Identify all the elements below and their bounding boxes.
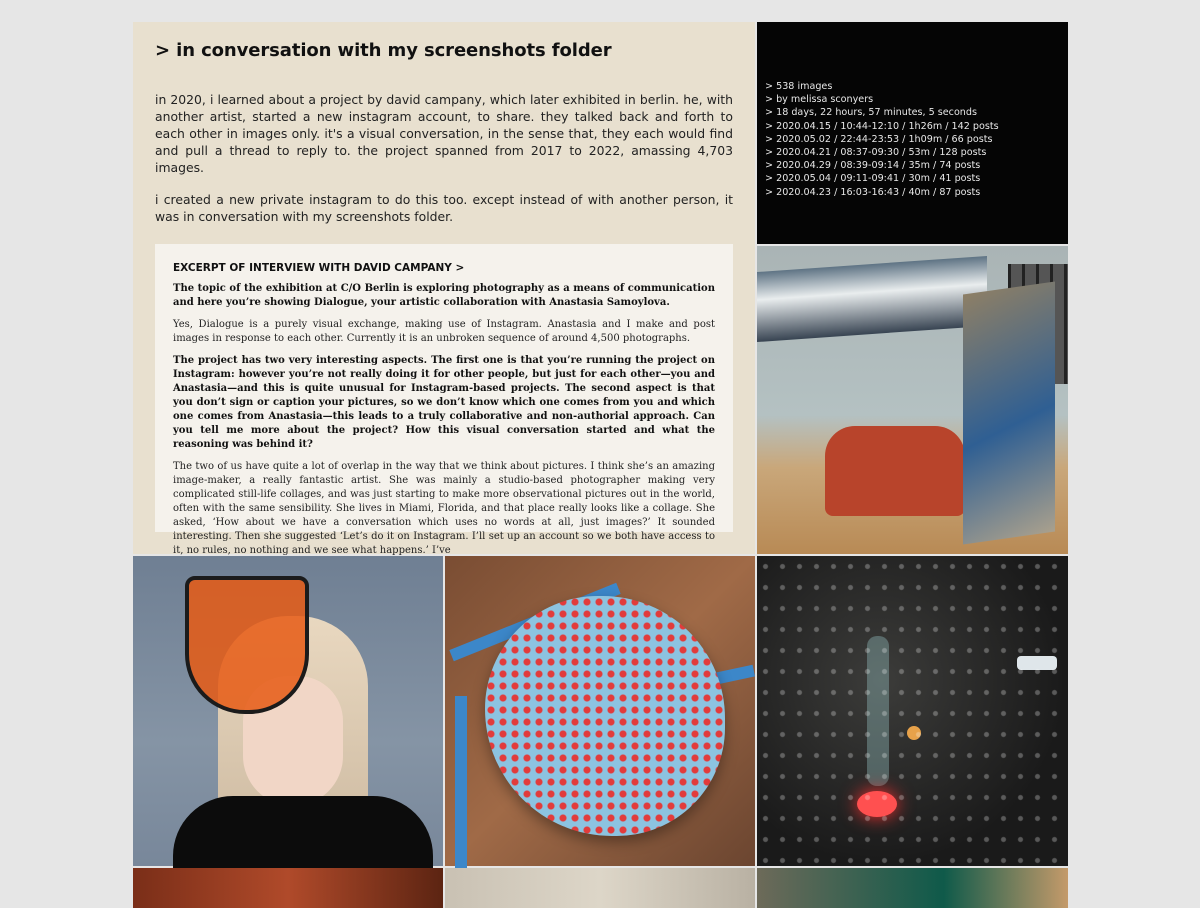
stat-session: > 2020.04.21 / 08:37-09:30 / 53m / 128 posts (765, 147, 987, 159)
stat-session: > 2020.04.29 / 08:39-09:14 / 35m / 74 posts (765, 160, 981, 172)
black-top (173, 796, 433, 876)
excerpt-heading: EXCERPT OF INTERVIEW WITH DAVID CAMPANY > (173, 262, 465, 274)
gallery-image-rainy-window[interactable] (757, 556, 1068, 866)
stats-panel (757, 22, 1068, 244)
gallery-image[interactable] (133, 868, 443, 908)
stat-total-duration: > 18 days, 22 hours, 57 minutes, 5 seconds (765, 107, 977, 119)
mural-sky (757, 256, 987, 342)
stat-image-count: > 538 images (765, 81, 833, 92)
floor-stripe (455, 696, 467, 876)
rain-drops (757, 556, 1068, 866)
interview-answer-1: Yes, Dialogue is a purely visual exchange, making use of Instagram. Anastasia and I make and post images in response to each other. Currently it is an unbroken sequence of around 4,500 photographs. (173, 319, 715, 344)
dotted-bowl (485, 596, 725, 836)
interview-excerpt[interactable] (155, 244, 733, 556)
gallery-image[interactable] (757, 868, 1068, 908)
stat-session: > 2020.04.15 / 10:44-12:10 / 1h26m / 142 posts (765, 120, 999, 132)
intro-paragraph-1: in 2020, i learned about a project by david campany, which later exhibited in berlin. he, with another artist, started a new instagram account, to share. they talked back and forth to each other in images only. it's a visual conversation, in the sense that, they each would find and pull a thread to reply to. the project spanned from 2017 to 2022, amassing 4,703 images. (155, 92, 733, 175)
mountain-panel (963, 282, 1055, 545)
stat-session: > 2020.05.04 / 09:11-09:41 / 30m / 41 posts (765, 173, 981, 185)
page-title: > in conversation with my screenshots folder (155, 40, 612, 61)
intro-panel (133, 22, 755, 554)
stat-session: > 2020.05.02 / 22:44-23:53 / 1h09m / 66 posts (765, 133, 993, 145)
gallery-image-orange-visor-portrait[interactable] (133, 556, 443, 866)
stat-session: > 2020.04.23 / 16:03-16:43 / 40m / 87 posts (765, 186, 981, 198)
gallery-image[interactable] (445, 868, 755, 908)
intro-paragraph-2: i created a new private instagram to do this too. except instead of with another person, it was in conversation with my screenshots folder. (155, 192, 733, 224)
interview-answer-2: The two of us have quite a lot of overlap in the way that we think about pictures. I think she’s an amazing image-maker, a really fantastic artist. She was mainly a studio-based photographer making very complicated still-life collages, and was just starting to make more observational pictures out in the world, often with the same sensibility. She lives in Miami, Florida, and that place really looks like a collage. She asked, ‘How about we have a conversation which uses no words at all, just images?’ It sounded interesting. Then she suggested ‘Let’s do it on Instagram. I’ll set up an account so we both have access to it, no rules, no nothing and we see what happens.’ I’ve (173, 461, 715, 556)
interview-question-1: The topic of the exhibition at C/O Berlin is exploring photography as a means of communication and here you’re showing Dialogue, your artistic collaboration with Anastasia Samoylova. (173, 283, 715, 308)
orange-visor (185, 576, 309, 714)
stat-author: > by melissa sconyers (765, 94, 874, 106)
gallery-image-dotted-sculpture[interactable] (445, 556, 755, 866)
interview-question-2: The project has two very interesting aspects. The first one is that you’re running the project on Instagram: however you’re not really doing it for other people, but just for each other—you and Anastasia—and this is quite unusual for Instagram-based projects. The second aspect is that you don’t sign or caption your pictures, so we don’t know which one comes from you and which one comes from Anastasia—this leads to a truly collaborative and non-authorial approach. Can you tell me more about the project? How this visual conversation started and what the reasoning was behind it? (173, 355, 715, 450)
red-armchair (825, 426, 965, 516)
gallery-image-mountain-installation[interactable] (757, 246, 1068, 554)
